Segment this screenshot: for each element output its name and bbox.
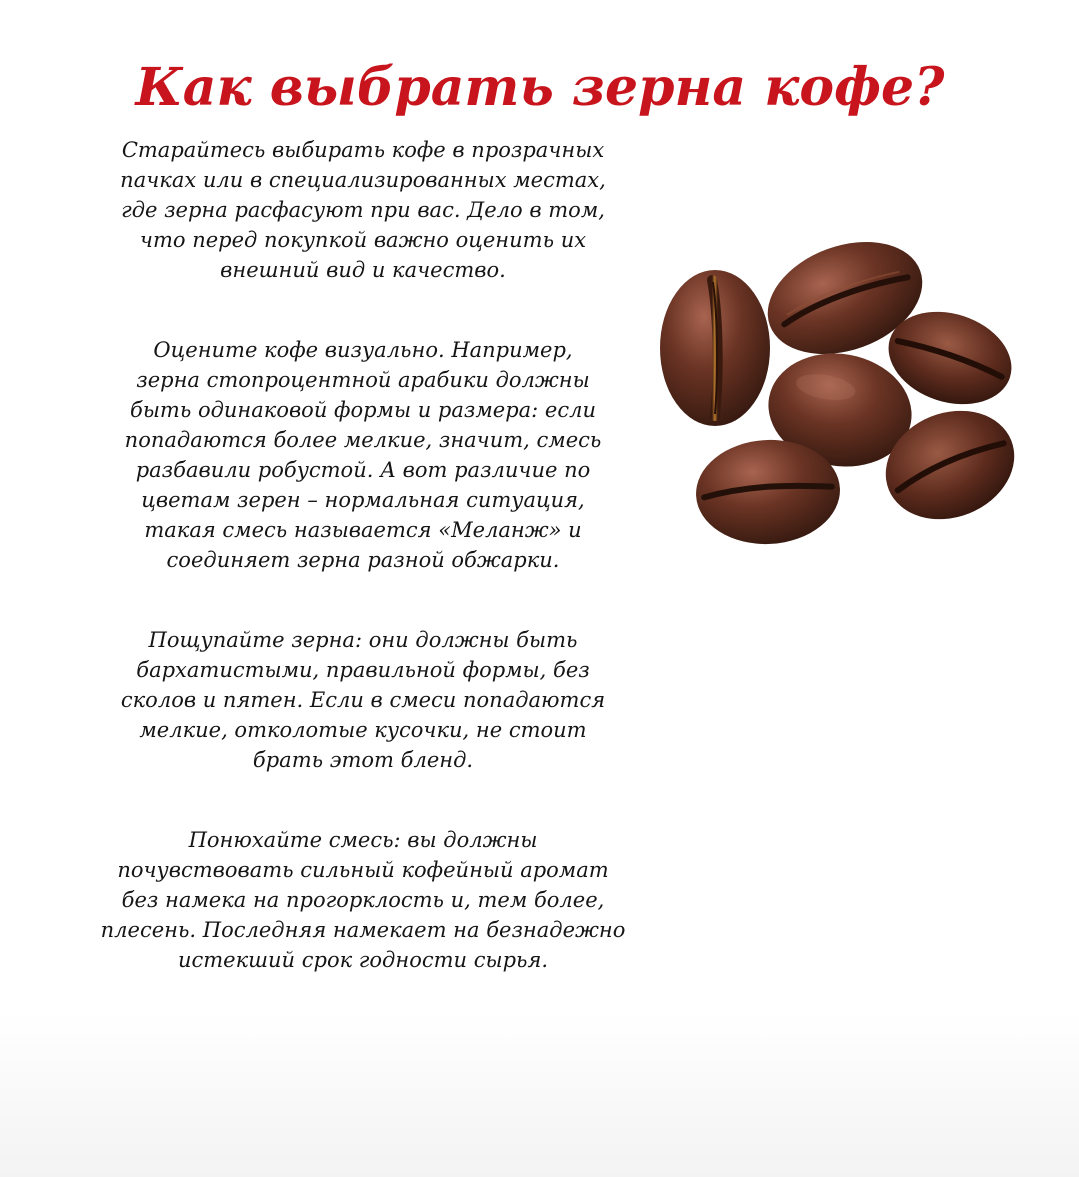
text-column bbox=[48, 135, 678, 975]
paragraph-line: плесень. Последняя намекает на безнадежно bbox=[100, 918, 626, 942]
paragraph-line: Старайтесь выбирать кофе в прозрачных bbox=[121, 138, 605, 162]
coffee-beans-icon bbox=[650, 220, 1030, 560]
paragraph-line: без намека на прогорклость и, тем более, bbox=[121, 888, 605, 912]
paragraph-line: цветам зерен – нормальная ситуация, bbox=[141, 488, 585, 512]
paragraph-touch-check bbox=[48, 625, 678, 775]
paragraph-visual-check bbox=[48, 335, 678, 575]
paragraph-packaging bbox=[48, 135, 678, 285]
paragraph-line: такая смесь называется «Меланж» и bbox=[144, 518, 582, 542]
paragraph-line: сколов и пятен. Если в смеси попадаются bbox=[120, 688, 606, 712]
paragraph-line: Пощупайте зерна: они должны быть bbox=[148, 628, 578, 652]
paragraph-line: соединяет зерна разной обжарки. bbox=[166, 548, 560, 572]
paragraph-smell-check bbox=[48, 825, 678, 975]
paragraph-line: почувствовать сильный кофейный аромат bbox=[117, 858, 609, 882]
paragraph-line: истекший срок годности сырья. bbox=[177, 948, 549, 972]
paragraph-line: Оцените кофе визуально. Например, bbox=[153, 338, 573, 362]
paragraph-line: быть одинаковой формы и размера: если bbox=[130, 398, 596, 422]
paragraph-line: внешний вид и качество. bbox=[220, 258, 506, 282]
paragraph-line: пачках или в специализированных местах, bbox=[120, 168, 606, 192]
paragraph-line: разбавили робустой. А вот различие по bbox=[135, 458, 591, 482]
paragraph-line: где зерна расфасуют при вас. Дело в том, bbox=[121, 198, 605, 222]
paragraph-line: мелкие, отколотые кусочки, не стоит bbox=[139, 718, 587, 742]
paragraph-line: зерна стопроцентной арабики должны bbox=[136, 368, 590, 392]
paragraph-line: бархатистыми, правильной формы, без bbox=[136, 658, 590, 682]
paragraph-line: попадаются более мелкие, значит, смесь bbox=[124, 428, 602, 452]
page-title: Как выбрать зерна кофе? bbox=[135, 56, 945, 118]
paragraph-line: брать этот бленд. bbox=[252, 748, 474, 772]
paragraph-line: что перед покупкой важно оценить их bbox=[139, 228, 587, 252]
coffee-bean bbox=[660, 270, 770, 426]
paragraph-line: Понюхайте смесь: вы должны bbox=[188, 828, 538, 852]
